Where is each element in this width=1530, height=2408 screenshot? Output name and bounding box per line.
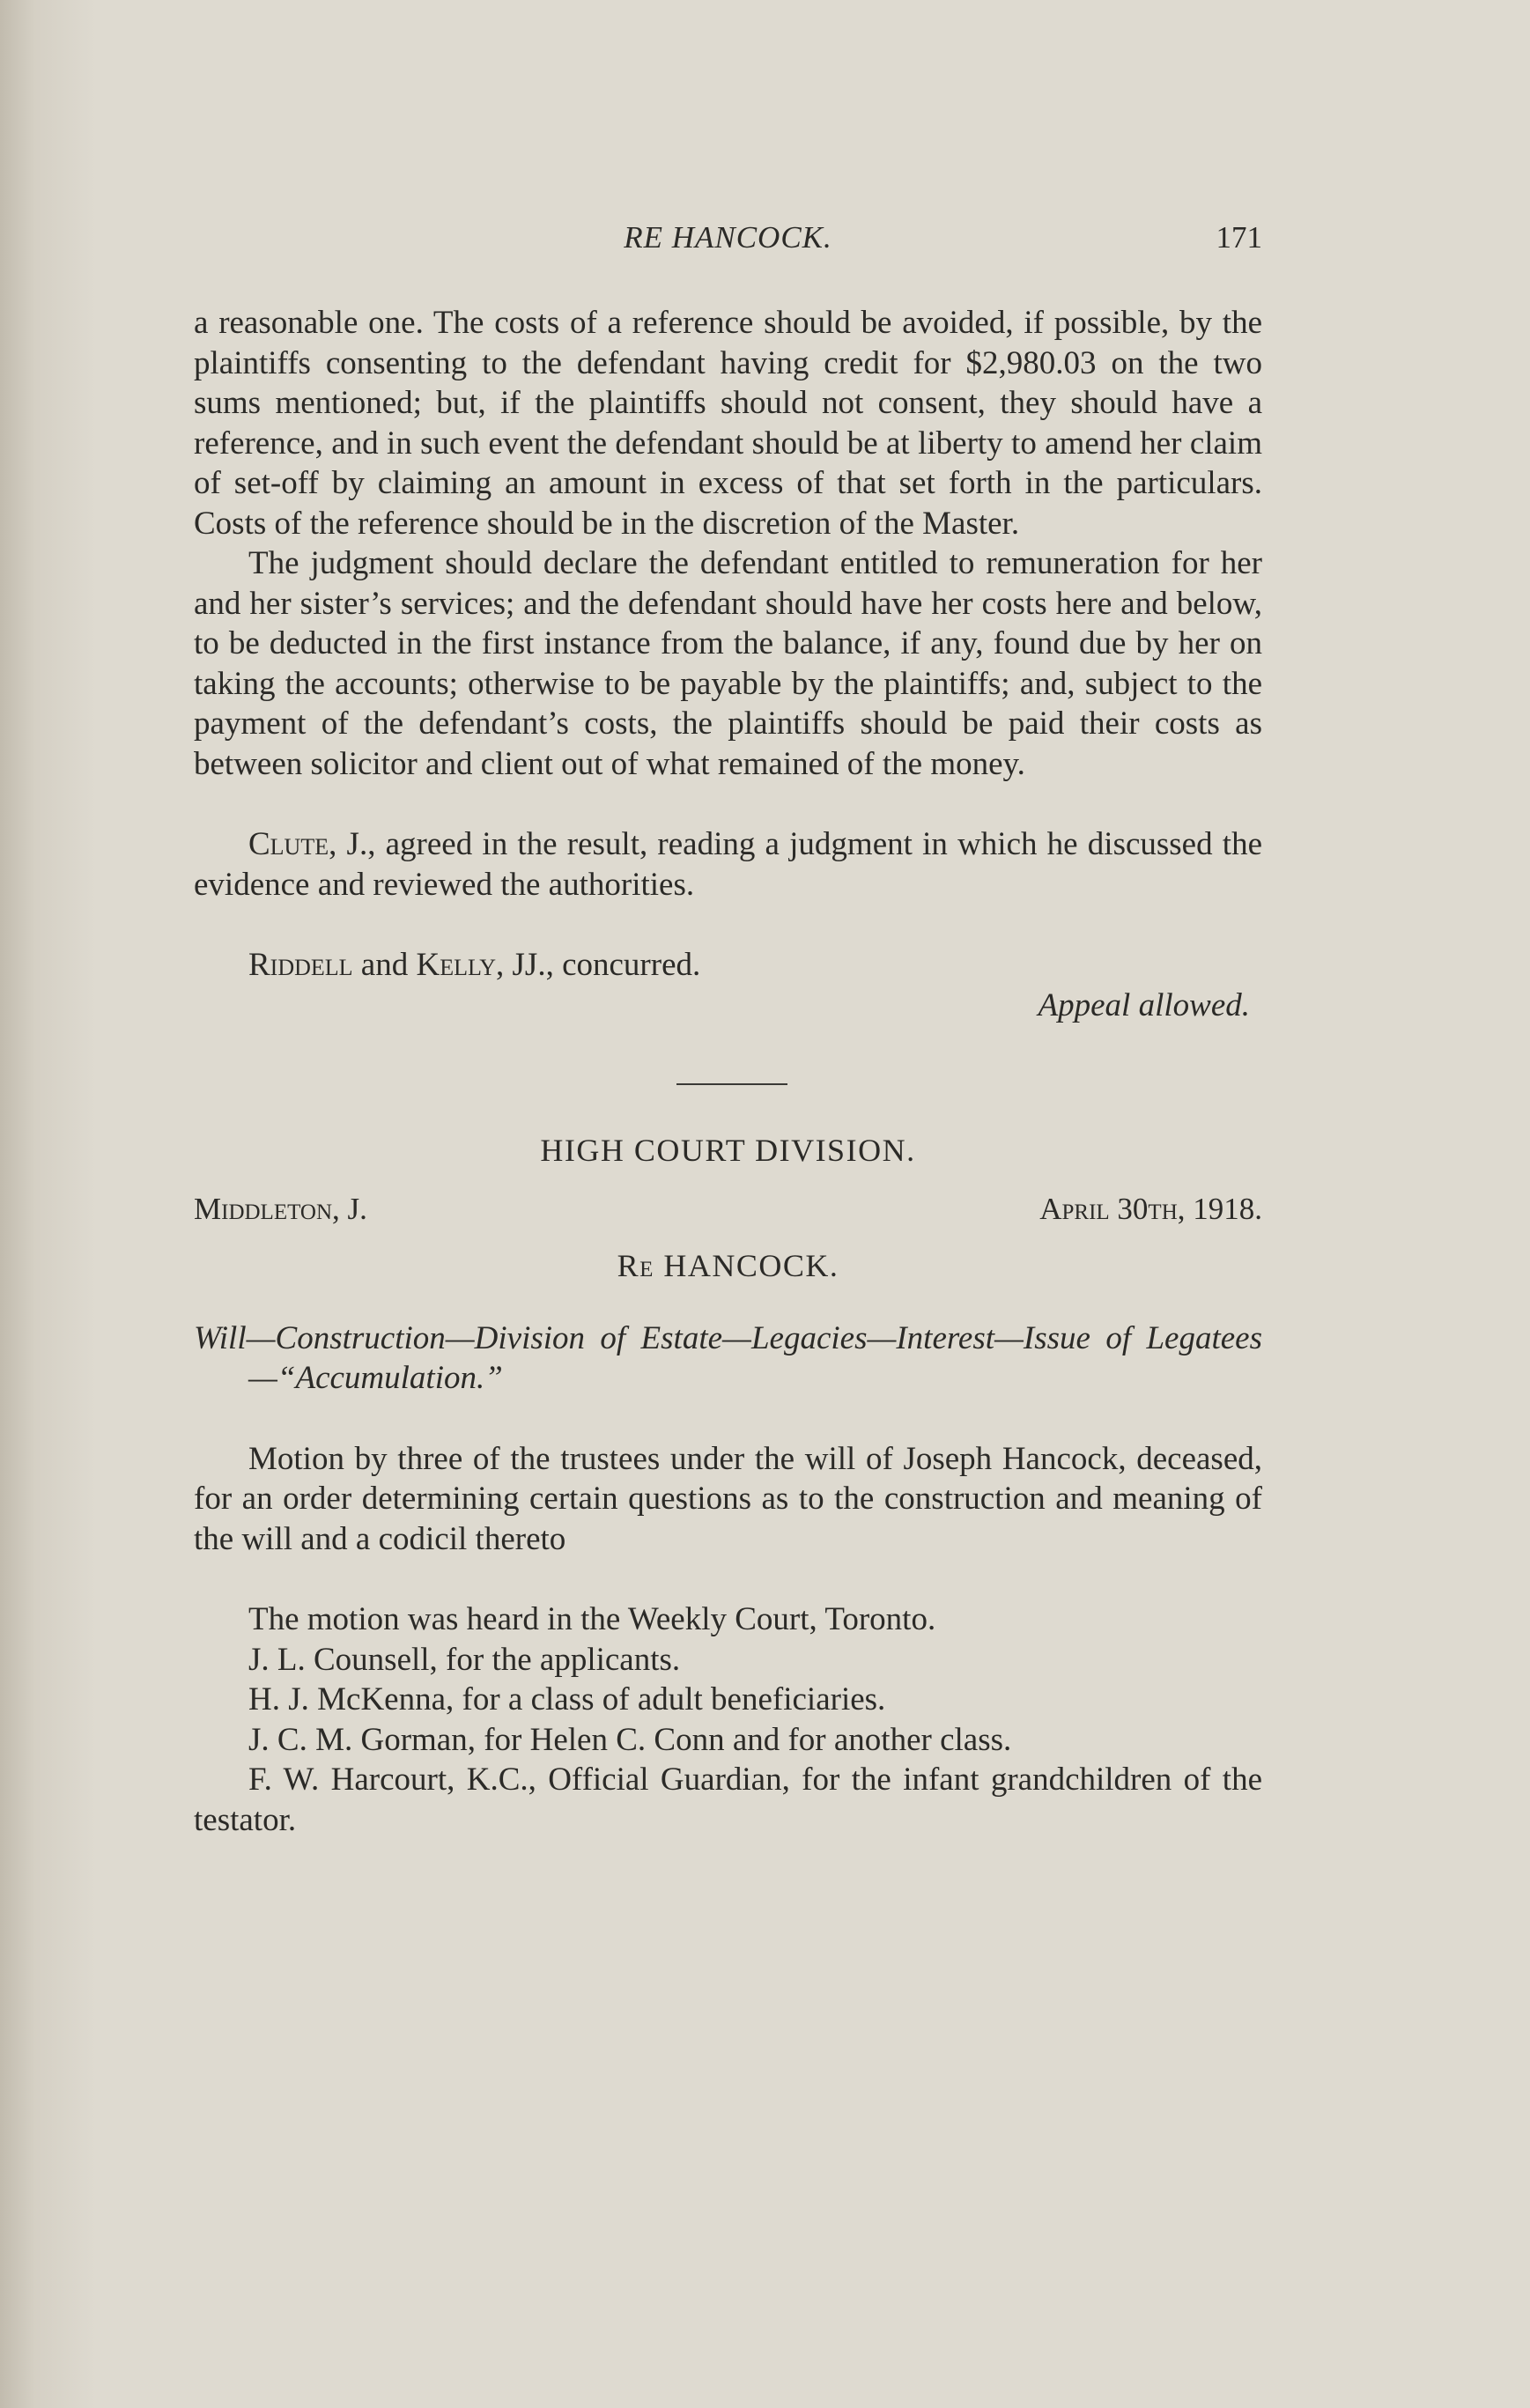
running-title: RE HANCOCK. [624,220,832,255]
paragraph-clute [194,824,1262,905]
decision-date: April 30th, 1918. [1039,1191,1262,1226]
case-title-name: HANCOCK. [654,1248,839,1283]
counsel-line: F. W. Harcourt, K.C., Official Guardian, for the infant grandchildren of the testator. [194,1762,1262,1838]
judge-name-clute: Clute [248,826,329,862]
counsel-line: H. J. McKenna, for a class of adult beneficiaries. [248,1681,886,1717]
catchwords: Will—Construction—Division of Estate—Legacies—Interest—Issue of Legatees—“Accumulation.” [194,1319,1262,1396]
section-divider [194,1025,1262,1131]
judge-name-kelly: Kelly [416,947,497,983]
concurred-text: , JJ., concurred. [496,947,701,983]
case-title-prefix: Re [617,1248,654,1283]
paragraph-motion: Motion by three of the trustees under the will of Joseph Hancock, deceased, for an order determining certain questions as to the construction and meaning of the will and a codicil thereto [194,1440,1262,1557]
counsel-line: J. C. M. Gorman, for Helen C. Conn and for another class. [248,1721,1012,1758]
judge-name: Middleton, J. [194,1191,367,1226]
judge-date-line [194,1189,1262,1230]
page-number: 171 [1216,220,1262,255]
appeal-result: Appeal allowed. [1038,986,1250,1023]
clute-text: , J., agreed in the result, reading a judgment in which he discussed the evidence and reviewed the authorities. [194,826,1262,903]
court-heading: HIGH COURT DIVISION. [540,1133,916,1168]
paragraph-reference-costs: a reasonable one. The costs of a reference should be avoided, if possible, by the plaintiffs consenting to the defendant having credit for $2,980.03 on the two sums mentioned; but, if the plaintiffs should not consent, they should have a reference, and in such event the defendant should be at liberty to amend her claim of set-off by claiming an amount in excess of that set forth in the particulars. Costs of the reference should be in the discretion of the Master. [194,305,1262,542]
counsel-line: J. L. Counsell, for the applicants. [248,1641,681,1678]
case-title [194,1246,1262,1287]
page-header [194,220,1262,273]
paragraph-concurred [194,945,1262,986]
paragraph-judgment: The judgment should declare the defendant entitled to remuneration for her and her sister’s services; and the defendant should have her costs here and below, to be deducted in the first instance from the balance, if any, found due by her on taking the accounts; otherwise to be payable by the plaintiffs; and, subject to the payment of the defendant’s costs, the plaintiffs should be paid their costs as between solicitor and client out of what remained of the money. [194,545,1262,782]
paragraph-heard: The motion was heard in the Weekly Court, Toronto. [248,1601,936,1637]
judge-name-riddell: Riddell [248,947,353,983]
page-body [194,303,1262,1840]
concurred-and: and [352,947,417,983]
